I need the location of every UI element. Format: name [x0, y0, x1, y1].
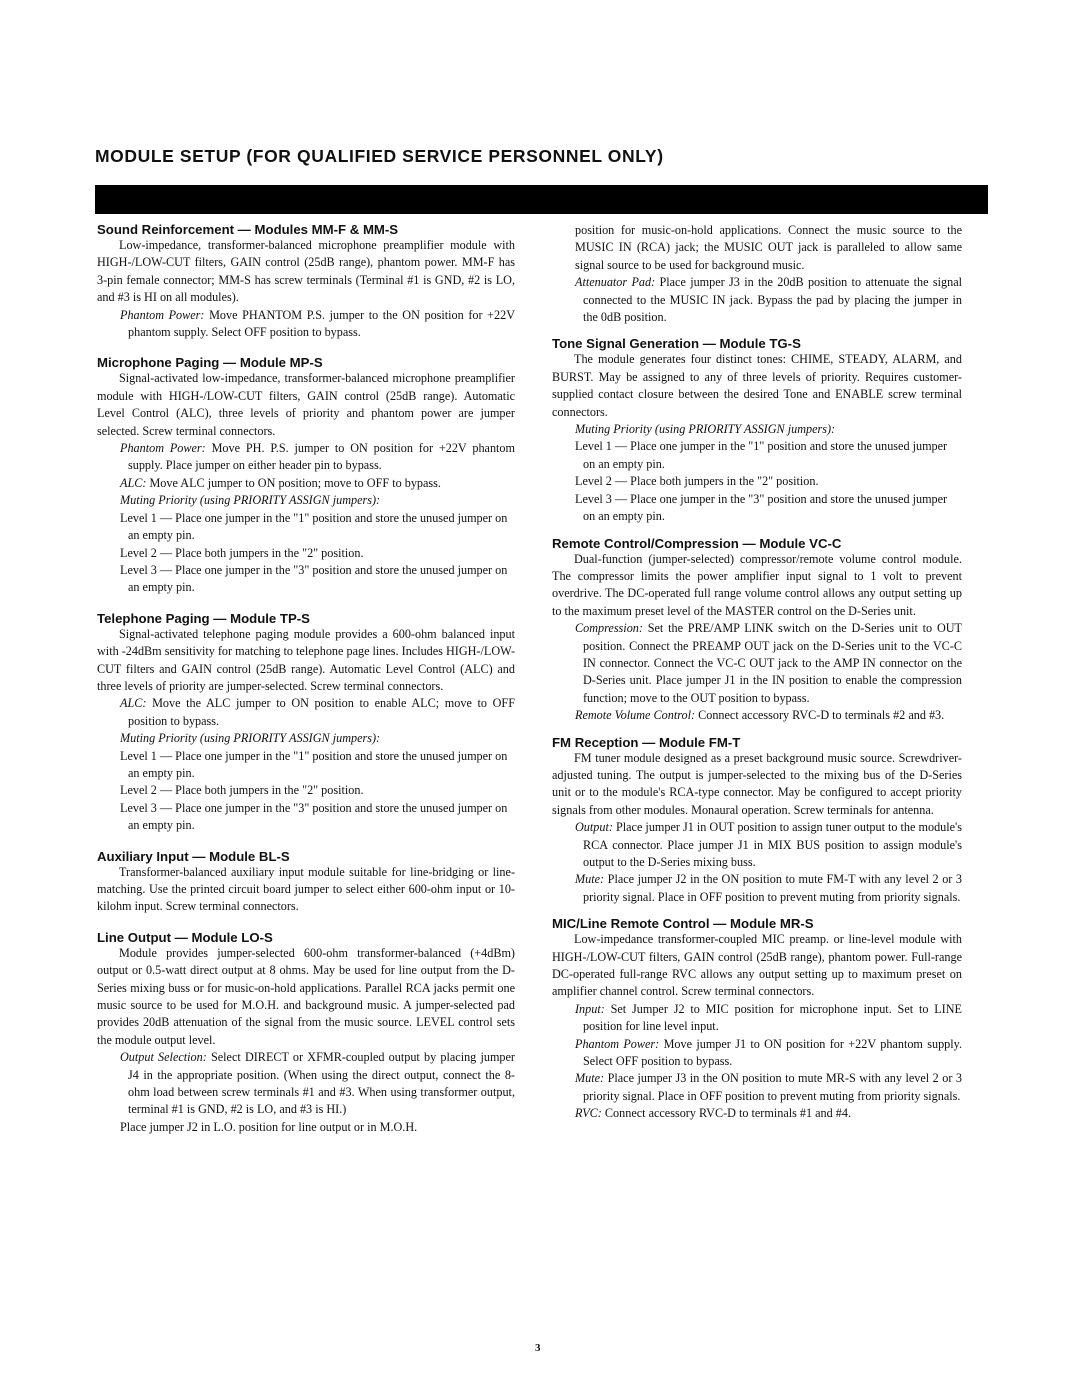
section-mm-f-mm-s — [97, 222, 515, 341]
moh-note-continued: position for music-on-hold applications. Connect the music source to the MUSIC IN (RCA) jack; the MUSIC OUT jack is paralleled to allow same signal source to be used for background music. — [575, 223, 962, 272]
muting-priority-heading: Muting Priority (using PRIORITY ASSIGN jumpers): — [120, 493, 381, 508]
output-note — [552, 819, 962, 871]
note-text: Move the ALC jumper to ON position to enable ALC; move to OFF position to bypass. — [128, 696, 515, 728]
section-mp-s — [97, 355, 515, 596]
input-note — [552, 1001, 962, 1036]
note-text: Place jumper J2 in the ON position to mute FM-T with any level 2 or 3 priority signal. Place in OFF position to prevent muting from priority signals. — [583, 872, 962, 904]
note-label: Phantom Power: — [120, 307, 205, 322]
level-1-note: Level 1 — Place one jumper in the "1" position and store the unused jumper on an empty pin. — [120, 510, 508, 543]
section-body: Low-impedance, transformer-balanced microphone preamplifier module with HIGH-/LOW-CUT filters, GAIN control (25dB range), phantom power. MM-F has 3-pin female connector; MM-S has screw terminals (Terminal #1 is GND, #2 is LO, and #3 is HI on all modules). — [97, 238, 515, 305]
note-text: Set the PRE/AMP LINK switch on the D-Series unit to OUT position. Connect the PREAMP OUT jack on the D-Series unit to the VC-C IN connector. Connect the VC-C OUT jack to the AMP IN connector on the D-Series unit. Place jumper J1 in the IN position to enable the compression function; move to the OUT position to bypass. — [583, 621, 962, 705]
level-1-note: Level 1 — Place one jumper in the "1" position and store the unused jumper on an empty pin. — [120, 748, 508, 780]
header-rule-bar — [95, 185, 988, 214]
section-body: FM tuner module designed as a preset background music source. Screwdriver-adjusted tuning. The output is jumper-selected to the mixing bus of the D-Series unit or to the module's RCA-type connector. May be configured to accept priority signals from other modules. Monaural operation. Screw terminals for antenna. — [552, 750, 962, 817]
note-label: Output Selection: — [120, 1050, 207, 1065]
section-lo-s — [97, 930, 515, 1136]
section-heading: Remote Control/Compression — Module VC-C — [552, 535, 842, 551]
section-heading: Sound Reinforcement — Modules MM-F & MM-S — [97, 222, 399, 237]
level-1-note: Level 1 — Place one jumper in the "1" position and store the unused jumper on an empty pin. — [575, 439, 948, 471]
mute-note — [552, 1070, 962, 1105]
note-text: Move PH. P.S. jumper to ON position for +22V phantom supply. Place jumper on either header pin to bypass. — [128, 441, 515, 473]
level-3-note: Level 3 — Place one jumper in the "3" position and store the unused jumper on an empty pin. — [120, 800, 508, 833]
muting-priority-heading: Muting Priority (using PRIORITY ASSIGN jumpers): — [120, 731, 381, 746]
level-2-note: Level 2 — Place both jumpers in the "2" position. — [120, 783, 364, 798]
mute-note — [552, 871, 962, 906]
alc-note — [97, 695, 515, 730]
note-text: Move jumper J1 to ON position for +22V phantom supply. Select OFF position to bypass. — [583, 1036, 962, 1069]
note-text: Place jumper J1 in OUT position to assign tuner output to the module's RCA connector. Place jumper J1 in MIX BUS position to assign module's output to the D-Series mixing buss. — [583, 820, 962, 869]
note-text: Move PHANTOM P.S. jumper to the ON position for +22V phantom supply. Select OFF position to bypass. — [128, 307, 515, 340]
section-heading: Line Output — Module LO-S — [97, 929, 273, 945]
note-text: Select DIRECT or XFMR-coupled output by placing jumper J4 in the appropriate position. (When using the direct output, connect the 8-ohm load between screw terminals #1 and #3. When using transformer output, terminal #1 is GND, #2 is LO, and #3 is HI.) — [128, 1050, 515, 1117]
note-text: Connect accessory RVC-D to terminals #2 and #3. — [695, 708, 945, 723]
section-heading: Auxiliary Input — Module BL-S — [97, 848, 290, 864]
rvc-note — [552, 1105, 962, 1122]
section-body: Module provides jumper-selected 600-ohm transformer-balanced (+4dBm) output or 0.5-watt direct output at 8 ohms. May be used for line output from the D-Series mixing buss or for music-on-hold applications. Parallel RCA jacks permit one music source to be used for M.O.H. and background music. A jumper-selected pad provides 20dB attenuation of the signal from the music source. LEVEL control sets the module output level. — [97, 945, 515, 1047]
section-heading: Tone Signal Generation — Module TG-S — [552, 336, 801, 352]
section-tp-s — [97, 611, 515, 835]
note-label: Compression: — [575, 621, 643, 636]
level-3-note: Level 3 — Place one jumper in the "3" position and store the unused jumper on an empty pin. — [120, 562, 508, 595]
note-text: Set Jumper J2 to MIC position for microphone input. Set to LINE position for line level input. — [583, 1001, 962, 1034]
section-body: Low-impedance transformer-coupled MIC preamp. or line-level module with HIGH-/LOW-CUT filters, GAIN control (25dB range), phantom power. Full-range DC-operated full-range RVC allows any output setting up to maximum preset on amplifier channel control. Screw terminal connectors. — [552, 932, 962, 999]
level-2-note: Level 2 — Place both jumpers in the "2" position. — [120, 545, 364, 560]
note-label: RVC: — [575, 1106, 602, 1121]
section-tg-s — [552, 336, 962, 525]
note-text: Place jumper J3 in the 20dB position to attenuate the signal connected to the MUSIC IN jack. Bypass the pad by placing the jumper in the 0dB position. — [583, 275, 962, 325]
section-heading: Microphone Paging — Module MP-S — [97, 355, 323, 371]
section-body: Transformer-balanced auxiliary input module suitable for line-bridging or line-matching. Use the printed circuit board jumper to select either 600-ohm input or 10-kilohm input. Screw terminal connectors. — [97, 864, 515, 914]
section-bl-s — [97, 849, 515, 916]
section-heading: MIC/Line Remote Control — Module MR-S — [552, 916, 814, 932]
page-title: MODULE SETUP (FOR QUALIFIED SERVICE PERSONNEL ONLY) — [95, 146, 664, 166]
phantom-power-note — [552, 1036, 962, 1071]
level-3-note: Level 3 — Place one jumper in the "3" position and store the unused jumper on an empty pin. — [575, 491, 948, 524]
note-label: ALC: — [120, 475, 147, 490]
note-label: ALC: — [120, 696, 147, 711]
note-label: Remote Volume Control: — [575, 708, 696, 723]
section-body: Dual-function (jumper-selected) compressor/remote volume control module. The compressor limits the power amplifier input signal to 1 volt to prevent overdrive. The DC-operated full range volume control allows any output setting up to the maximum preset level of the MASTER control on the D-Series unit. — [552, 551, 962, 618]
note-text: Place jumper J3 in the ON position to mute MR-S with any level 2 or 3 priority signal. Place in OFF position to prevent muting from priority signals. — [583, 1071, 962, 1103]
note-label: Input: — [575, 1001, 605, 1016]
right-column — [552, 222, 962, 1123]
section-body: Signal-activated telephone paging module provides a 600-ohm balanced input with -24dBm sensitivity for matching to telephone page lines. Includes HIGH-/LOW-CUT filters and GAIN control (25dB range). Automatic Level Control (ALC) and three levels of priority are jumper-selected. Screw terminal connectors. — [97, 626, 516, 693]
note-text: Connect accessory RVC-D to terminals #1 and #4. — [601, 1106, 852, 1121]
attenuator-pad-note — [552, 274, 962, 326]
muting-priority-heading: Muting Priority (using PRIORITY ASSIGN jumpers): — [575, 422, 836, 437]
section-heading: FM Reception — Module FM-T — [552, 734, 741, 750]
section-lo-s-continued — [552, 222, 962, 326]
section-vc-c — [552, 536, 962, 725]
note-label: Output: — [575, 820, 613, 835]
moh-note: Place jumper J2 in L.O. position for line output or in M.O.H. — [120, 1119, 418, 1134]
section-body: Signal-activated low-impedance, transformer-balanced microphone preamplifier module with HIGH-/LOW-CUT filters, GAIN control (25dB range). Automatic Level Control (ALC), three levels of priority and phantom power are jumper selected. Screw terminal connectors. — [97, 371, 515, 438]
phantom-power-note — [97, 440, 515, 475]
note-text: Move ALC jumper to ON position; move to OFF to bypass. — [146, 475, 441, 490]
note-label: Mute: — [575, 872, 605, 887]
section-mr-s — [552, 916, 962, 1122]
section-fm-t — [552, 735, 962, 907]
note-label: Attenuator Pad: — [575, 275, 656, 290]
phantom-power-note — [97, 307, 515, 342]
output-selection-note — [97, 1049, 515, 1119]
section-heading: Telephone Paging — Module TP-S — [97, 610, 310, 626]
note-label: Mute: — [575, 1071, 605, 1086]
note-label: Phantom Power: — [120, 441, 206, 456]
note-label: Phantom Power: — [575, 1036, 660, 1051]
page-number: 3 — [535, 1342, 541, 1354]
section-body: The module generates four distinct tones: CHIME, STEADY, ALARM, and BURST. May be assigned to any of three levels of priority. Requires customer-supplied contact closure between the desired Tone and ENABLE screw terminal connectors. — [552, 352, 962, 419]
level-2-note: Level 2 — Place both jumpers in the "2" position. — [575, 474, 819, 489]
left-column — [97, 222, 515, 1136]
remote-volume-note — [552, 707, 962, 724]
alc-note — [97, 475, 515, 492]
compression-note — [552, 620, 962, 707]
